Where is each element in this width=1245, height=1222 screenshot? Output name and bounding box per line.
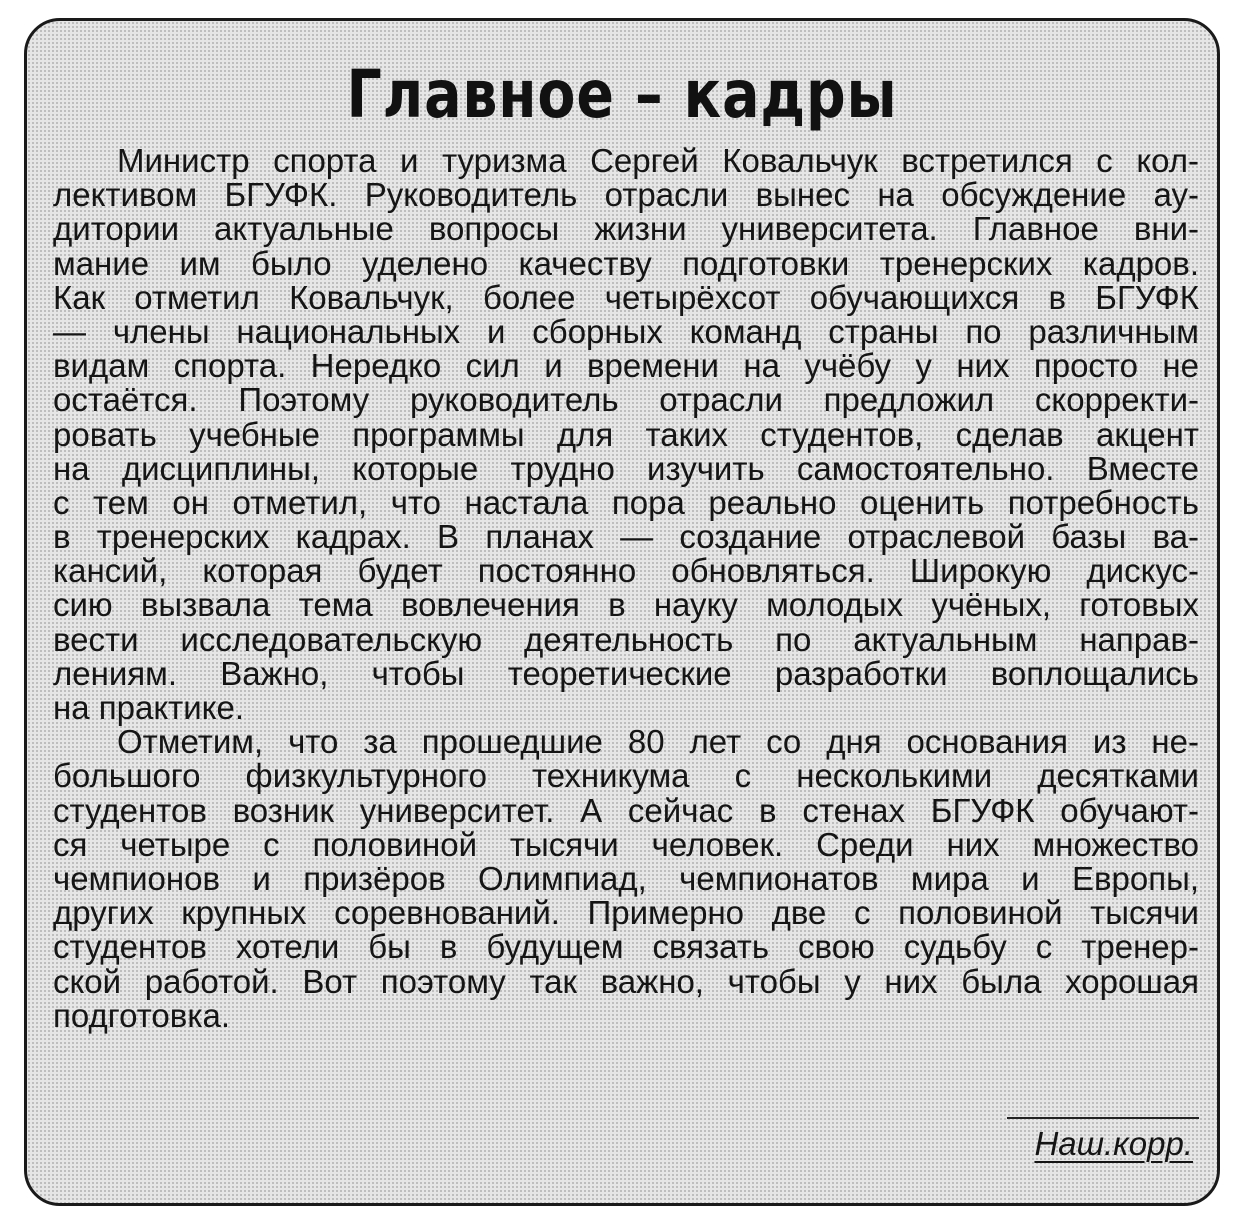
text-line: видам спорта. Нередко сил и времени на учёбу у них просто не bbox=[53, 347, 1199, 385]
text-line: на практике. bbox=[53, 689, 245, 726]
text-line: Министр спорта и туризма Сергей Ковальчук встретился с кол- bbox=[117, 142, 1199, 179]
article-paragraph-2 bbox=[53, 725, 1199, 1033]
text-line: остаётся. Поэтому руководитель отрасли предложил скорректи- bbox=[53, 381, 1199, 419]
article-frame bbox=[24, 18, 1220, 1206]
text-line: лениям. Важно, чтобы теоретические разработки воплощались bbox=[53, 654, 1199, 692]
text-line: ской работой. Вот поэтому так важно, чтобы у них была хорошая bbox=[53, 962, 1199, 1000]
text-line: большого физкультурного техникума с несколькими десятками bbox=[53, 757, 1199, 795]
text-line: кансий, которая будет постоянно обновляться. Широкую дискус- bbox=[53, 552, 1199, 590]
text-line: мание им было уделено качеству подготовки тренерских кадров. bbox=[53, 244, 1199, 282]
text-line: студентов хотели бы в будущем связать свою судьбу с тренер- bbox=[53, 928, 1199, 966]
text-line: на дисциплины, которые трудно изучить самостоятельно. Вместе bbox=[53, 449, 1199, 487]
text-line: других крупных соревнований. Примерно две с половиной тысячи bbox=[53, 894, 1199, 932]
text-line: лективом БГУФК. Руководитель отрасли вынес на обсуждение ау- bbox=[53, 176, 1199, 214]
text-line: ся четыре с половиной тысячи человек. Среди них множество bbox=[53, 825, 1199, 863]
text-line: Отметим, что за прошедшие 80 лет со дня основания из не- bbox=[117, 723, 1199, 761]
article-paragraph-1 bbox=[53, 144, 1199, 725]
author-signature: Наш.корр. bbox=[1034, 1125, 1193, 1162]
text-line: — члены национальных и сборных команд страны по различным bbox=[53, 312, 1199, 350]
text-line: подготовка. bbox=[53, 996, 231, 1034]
text-line: Как отметил Ковальчук, более четырёхсот обучающихся в БГУФК bbox=[53, 278, 1199, 316]
text-line: чемпионов и призёров Олимпиад, чемпионатов мира и Европы, bbox=[53, 859, 1199, 897]
signature-rule bbox=[1007, 1117, 1199, 1119]
article-headline: Главное – кадры bbox=[346, 56, 898, 133]
text-line: вести исследовательскую деятельность по актуальным направ- bbox=[53, 620, 1199, 658]
text-line: с тем он отметил, что настала пора реально оценить потребность bbox=[53, 483, 1199, 521]
article-body bbox=[53, 144, 1199, 1033]
text-line: дитории актуальные вопросы жизни университета. Главное вни- bbox=[53, 210, 1199, 248]
text-line: ровать учебные программы для таких студентов, сделав акцент bbox=[53, 415, 1199, 453]
text-line: сию вызвала тема вовлечения в науку молодых учёных, готовых bbox=[53, 586, 1199, 624]
text-line: студентов возник университет. А сейчас в стенах БГУФК обучают- bbox=[53, 791, 1199, 829]
text-line: в тренерских кадрах. В планах — создание отраслевой базы ва- bbox=[53, 518, 1199, 556]
